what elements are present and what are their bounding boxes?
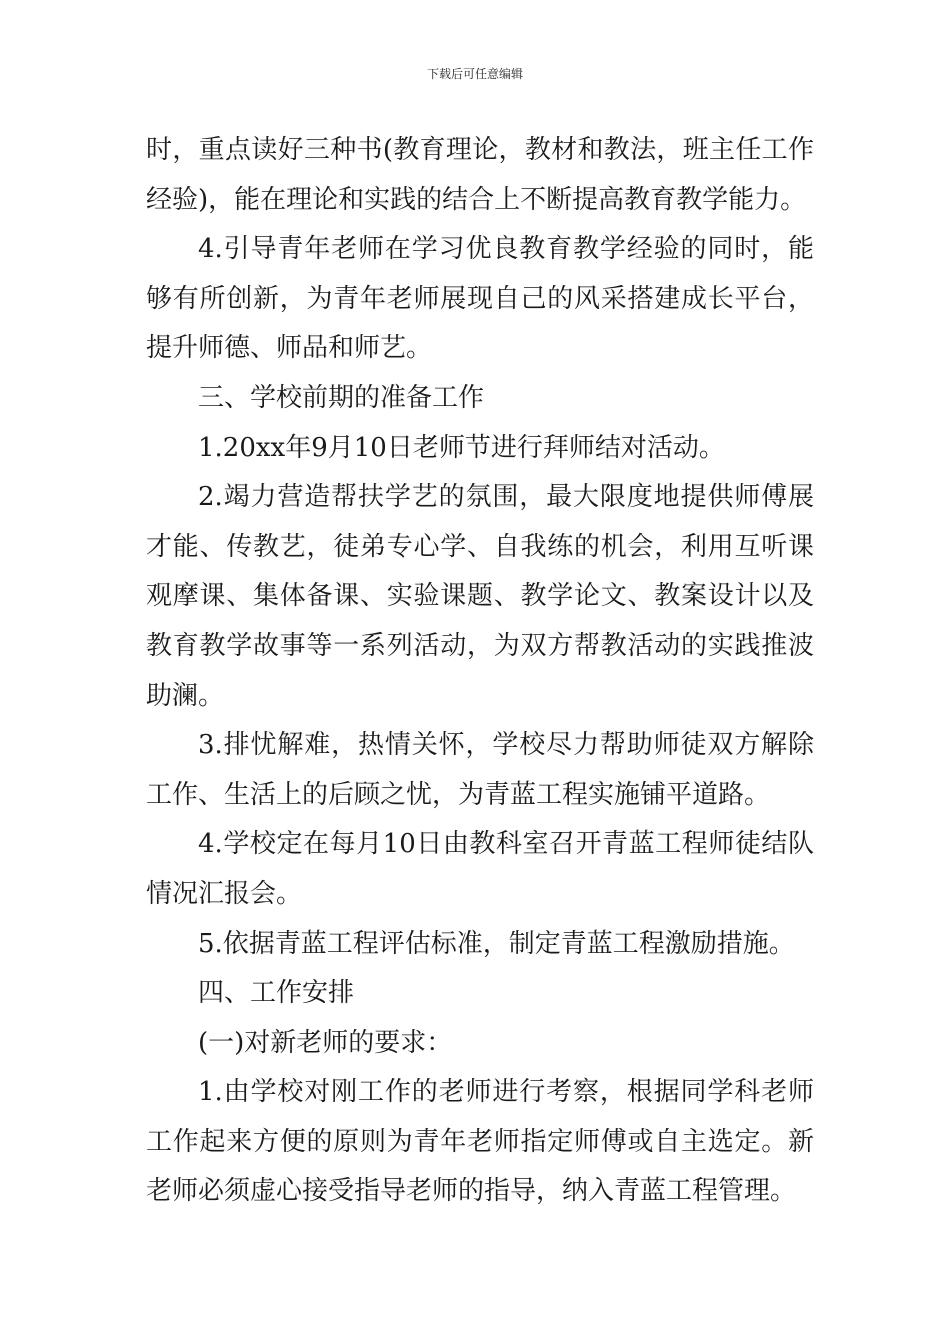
- paragraph: 4.学校定在每月10日由教科室召开青蓝工程师徒结队情况汇报会。: [146, 829, 814, 909]
- page-header: 下载后可任意编辑: [426, 67, 523, 81]
- paragraph: 1.由学校对刚工作的老师进行考察，根据同学科老师工作起来方便的原则为青年老师指定师傅或自主选定。新老师必须虚心接受指导老师的指导，纳入青蓝工程管理。: [146, 1077, 814, 1207]
- paragraph: 3.排忧解难，热情关怀，学校尽力帮助师徒双方解除工作、生活上的后顾之忧，为青蓝工程实施铺平道路。: [146, 730, 814, 810]
- section-heading: 四、工作安排: [198, 978, 355, 1009]
- section-heading: 三、学校前期的准备工作: [198, 382, 485, 413]
- paragraph: 时，重点读好三种书(教育理论，教材和教法，班主任工作经验)，能在理论和实践的结合上不断提高教育教学能力。: [146, 135, 814, 215]
- document-body: [146, 126, 814, 1217]
- paragraph: 4.引导青年老师在学习优良教育教学经验的同时，能够有所创新，为青年老师展现自己的风采搭建成长平台，提升师德、师品和师艺。: [146, 234, 814, 364]
- paragraph: 1.20xx年9月10日老师节进行拜师结对活动。: [198, 432, 725, 463]
- paragraph: 5.依据青蓝工程评估标准，制定青蓝工程激励措施。: [198, 928, 795, 959]
- subsection-heading: (一)对新老师的要求：: [198, 1027, 453, 1058]
- paragraph: 2.竭力营造帮扶学艺的氛围，最大限度地提供师傅展才能、传教艺，徒弟专心学、自我练的机会，利用互听课观摩课、集体备课、实验课题、教学论文、教案设计以及教育教学故事等一系列活动，为双方帮教活动的实践推波助澜。: [146, 482, 814, 711]
